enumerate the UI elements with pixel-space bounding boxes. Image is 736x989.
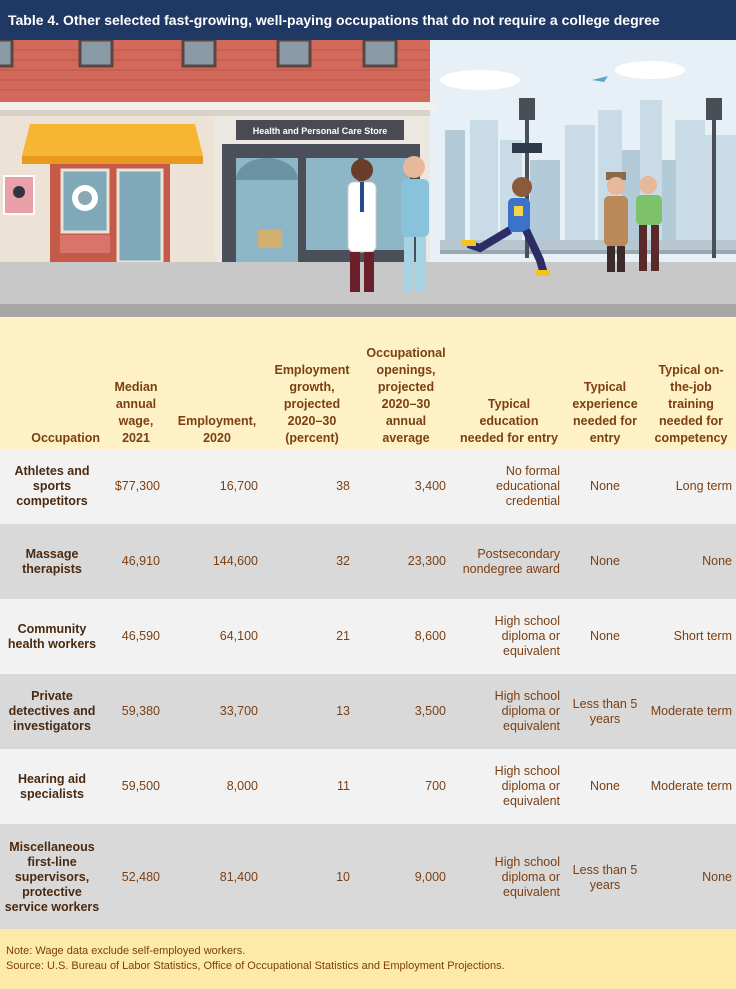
cell-growth: 38 (266, 449, 358, 524)
footer-note: Note: Wage data exclude self-employed workers. (6, 945, 246, 957)
cell-occupation: Athletes and sports competitors (0, 449, 104, 524)
column-header-training: Typical on-the-job training needed for competency (646, 317, 736, 449)
cell-experience: None (564, 749, 646, 824)
cell-training: Moderate term (646, 749, 736, 824)
cell-experience: None (564, 599, 646, 674)
cell-growth: 11 (266, 749, 358, 824)
column-header-experience: Typical experience needed for entry (564, 317, 646, 449)
occupations-table (0, 317, 736, 929)
cell-openings: 3,400 (358, 449, 454, 524)
cell-education: Postsecondary nondegree award (454, 524, 564, 599)
table-row (0, 824, 736, 931)
cell-openings: 3,500 (358, 674, 454, 749)
footer-source: Source: U.S. Bureau of Labor Statistics, Office of Occupational Statistics and Employment Projections. (6, 960, 505, 972)
cell-occupation: Massage therapists (0, 524, 104, 599)
table-row (0, 449, 736, 524)
cell-wage: 59,380 (104, 674, 168, 749)
cell-wage: 46,590 (104, 599, 168, 674)
cell-training: Short term (646, 599, 736, 674)
cell-openings: 700 (358, 749, 454, 824)
cell-education: High school diploma or equivalent (454, 599, 564, 674)
column-header-employment: Employment, 2020 (168, 317, 266, 449)
cell-wage: 59,500 (104, 749, 168, 824)
cell-wage: 46,910 (104, 524, 168, 599)
table-header-row (0, 317, 736, 449)
cell-growth: 32 (266, 524, 358, 599)
column-header-occupation: Occupation (0, 317, 104, 449)
cell-training: None (646, 524, 736, 599)
cell-openings: 9,000 (358, 824, 454, 931)
cell-education: High school diploma or equivalent (454, 824, 564, 931)
table-row (0, 749, 736, 824)
table-row (0, 674, 736, 749)
cell-employment: 8,000 (168, 749, 266, 824)
cell-training: None (646, 824, 736, 931)
table-row (0, 524, 736, 599)
cell-experience: None (564, 524, 646, 599)
cell-growth: 10 (266, 824, 358, 931)
cell-occupation: Private detectives and investigators (0, 674, 104, 749)
cell-education: No formal educational credential (454, 449, 564, 524)
cell-education: High school diploma or equivalent (454, 749, 564, 824)
cell-occupation: Hearing aid specialists (0, 749, 104, 824)
cell-employment: 64,100 (168, 599, 266, 674)
cell-growth: 21 (266, 599, 358, 674)
cell-education: High school diploma or equivalent (454, 674, 564, 749)
cell-openings: 23,300 (358, 524, 454, 599)
column-header-openings: Occupational openings, projected 2020–30 annual average (358, 317, 454, 449)
cell-wage: $77,300 (104, 449, 168, 524)
column-header-wage: Median annual wage, 2021 (104, 317, 168, 449)
cell-employment: 144,600 (168, 524, 266, 599)
cell-openings: 8,600 (358, 599, 454, 674)
cell-employment: 16,700 (168, 449, 266, 524)
cell-occupation: Miscellaneous first-line supervisors, protective service workers (0, 824, 104, 931)
table-title: Table 4. Other selected fast-growing, well-paying occupations that do not require a college degree (0, 0, 736, 40)
store-sign: Health and Personal Care Store (252, 126, 388, 136)
cell-training: Long term (646, 449, 736, 524)
cell-employment: 81,400 (168, 824, 266, 931)
cell-employment: 33,700 (168, 674, 266, 749)
street-illustration (0, 40, 736, 317)
cell-occupation: Community health workers (0, 599, 104, 674)
column-header-education: Typical education needed for entry (454, 317, 564, 449)
table-row (0, 599, 736, 674)
cell-experience: Less than 5 years (564, 824, 646, 931)
cell-experience: Less than 5 years (564, 674, 646, 749)
cell-training: Moderate term (646, 674, 736, 749)
table-footer (0, 929, 736, 989)
column-header-growth: Employment growth, projected 2020–30 (percent) (266, 317, 358, 449)
cell-experience: None (564, 449, 646, 524)
cell-wage: 52,480 (104, 824, 168, 931)
cell-growth: 13 (266, 674, 358, 749)
